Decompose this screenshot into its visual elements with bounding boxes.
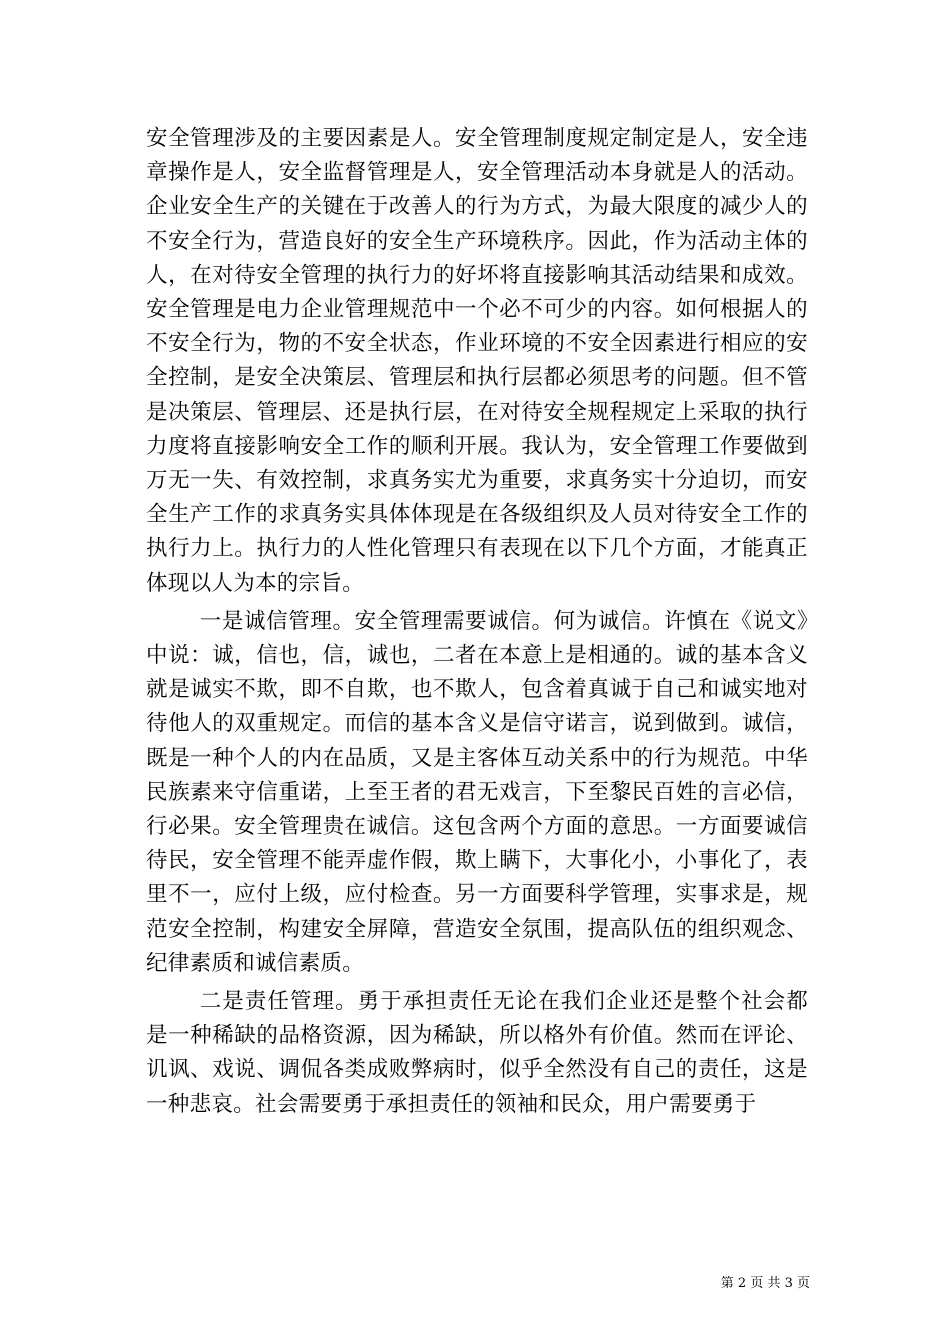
paragraph-3: 二是责任管理。勇于承担责任无论在我们企业还是整个社会都是一种稀缺的品格资源，因为稀缺，所以格外有价值。然而在评论、讥讽、戏说、调侃各类成败弊病时，似乎全然没有自己的责任，这是一种悲哀。社会需要勇于承担责任的领袖和民众，用户需要勇于	[146, 989, 808, 1117]
body-text	[146, 122, 808, 1122]
paragraph-1: 安全管理涉及的主要因素是人。安全管理制度规定制定是人，安全违章操作是人，安全监督管理是人，安全管理活动本身就是人的活动。企业安全生产的关键在于改善人的行为方式，为最大限度的减少人的不安全行为，营造良好的安全生产环境秩序。因此，作为活动主体的人，在对待安全管理的执行力的好坏将直接影响其活动结果和成效。安全管理是电力企业管理规范中一个必不可少的内容。如何根据人的不安全行为，物的不安全状态，作业环境的不安全因素进行相应的安全控制，是安全决策层、管理层和执行层都必须思考的问题。但不管是决策层、管理层、还是执行层，在对待安全规程规定上采取的执行力度将直接影响安全工作的顺利开展。我认为，安全管理工作要做到万无一失、有效控制，求真务实尤为重要，求真务实十分迫切，而安全生产工作的求真务实具体体现是在各级组织及人员对待安全工作的执行力上。执行力的人性化管理只有表现在以下几个方面，才能真正体现以人为本的宗旨。	[146, 126, 808, 596]
page-number-footer: 第 2 页 共 3 页	[720, 1276, 810, 1291]
paragraph-2: 一是诚信管理。安全管理需要诚信。何为诚信。许慎在《说文》中说：诚，信也，信，诚也，二者在本意上是相通的。诚的基本含义就是诚实不欺，即不自欺，也不欺人，包含着真诚于自己和诚实地对待他人的双重规定。而信的基本含义是信守诺言，说到做到。诚信，既是一种个人的内在品质，又是主客体互动关系中的行为规范。中华民族素来守信重诺，上至王者的君无戏言，下至黎民百姓的言必信，行必果。安全管理贵在诚信。这包含两个方面的意思。一方面要诚信待民，安全管理不能弄虚作假，欺上瞒下，大事化小，小事化了，表里不一，应付上级，应付检查。另一方面要科学管理，实事求是，规范安全控制，构建安全屏障，营造安全氛围，提高队伍的组织观念、纪律素质和诚信素质。	[146, 608, 808, 976]
